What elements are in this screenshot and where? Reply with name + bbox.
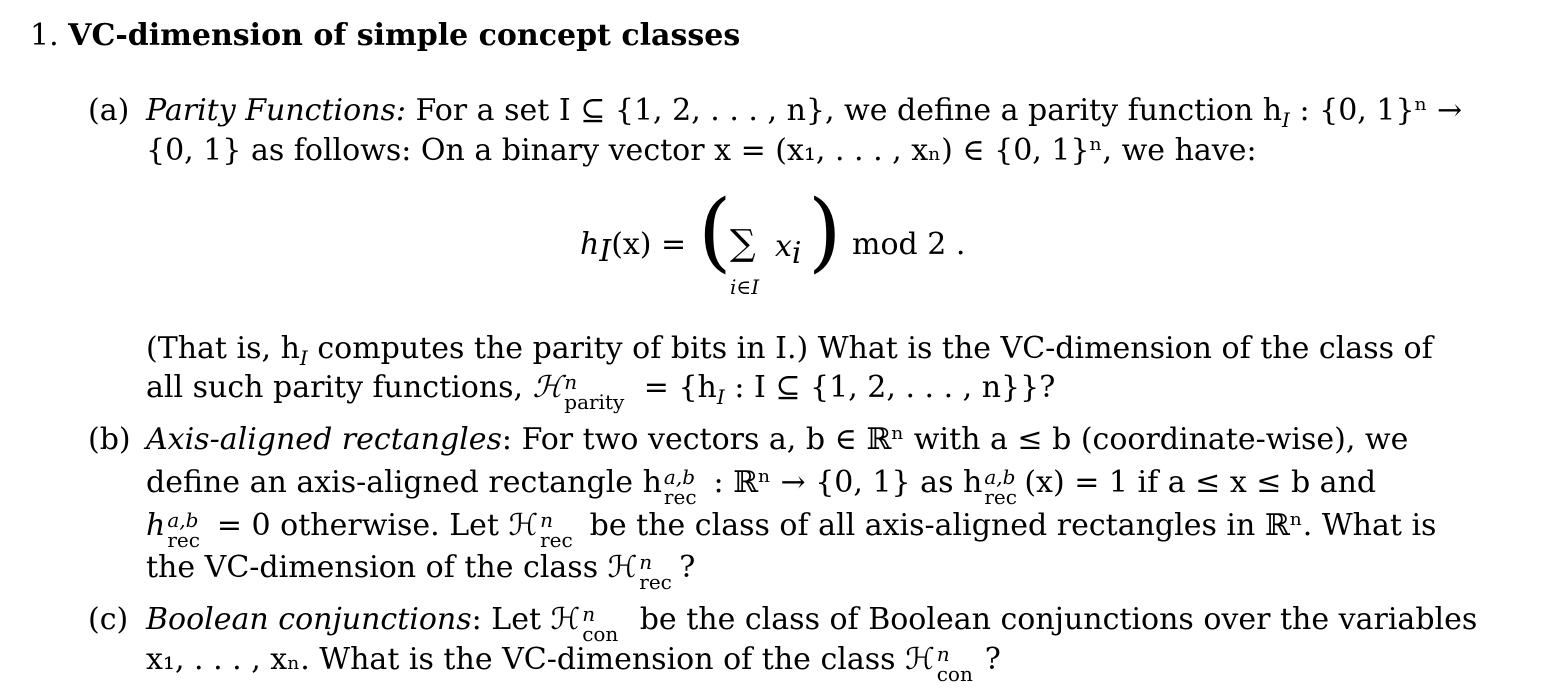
part-c-line-2 — [146, 642, 1001, 686]
part-c-line-1 — [146, 602, 1478, 646]
part-c-name: Boolean conjunctions — [146, 602, 472, 637]
part-b-text-3c: be the class of all axis-aligned rectangles in ℝⁿ. What is — [580, 508, 1437, 543]
part-a-line-1 — [146, 93, 1462, 138]
con-class-sub-2: con — [936, 662, 973, 686]
part-a-text-3-end: computes the parity of bits in I.) What is the VC-dimension of the class of — [307, 331, 1433, 366]
rect-sub-3: rec — [167, 528, 200, 552]
part-a-text-4-tail: : I ⊆ {1, 2, . . . , n}}? — [724, 370, 1056, 405]
part-b-text-2c: (x) = 1 if a ≤ x ≤ b and — [1024, 465, 1377, 500]
problem-number: 1. — [30, 18, 59, 53]
formula-lhs: hI(x) = — [580, 227, 687, 269]
formula-right-paren: ) — [808, 182, 842, 282]
parity-formula — [580, 182, 980, 305]
formula-sum-symbol: ∑ — [730, 223, 756, 264]
part-b-text-1: : For two vectors a, b ∈ ℝⁿ with a ≤ b (coordinate-wise), we — [501, 422, 1409, 457]
part-a-text-1-end: : {0, 1}ⁿ → — [1289, 93, 1463, 128]
rect-sup: a,b — [663, 465, 696, 489]
rect-sup-3: a,b — [167, 508, 199, 532]
part-b-line-4 — [146, 550, 696, 594]
part-a-line-4 — [146, 370, 1055, 415]
rect-class-sup: n — [540, 508, 553, 532]
part-b-text-2b: : ℝⁿ → {0, 1} as h — [703, 465, 983, 500]
part-c-text-1b: be the class of Boolean conjunctions over the variables — [630, 602, 1478, 637]
part-a-line-2: {0, 1} as follows: On a binary vector x = (x₁, . . . , xₙ) ∈ {0, 1}ⁿ, we have: — [146, 133, 1257, 168]
part-b-name: Axis-aligned rectangles — [146, 422, 502, 457]
part-b-text-4a: the VC-dimension of the class ℋ — [146, 550, 638, 585]
con-class-sub: con — [582, 622, 619, 646]
part-b-text-3a: h — [146, 508, 166, 543]
part-a-text-4-end: = {h — [634, 370, 717, 405]
part-a-sub-4: I — [716, 385, 725, 409]
rect-sub: rec — [663, 485, 697, 509]
part-a-label: (a) — [88, 93, 130, 128]
part-b-line-2 — [146, 465, 1377, 509]
part-c-text-2b: ? — [984, 642, 1001, 677]
con-class-sup: n — [582, 602, 596, 626]
rect-class-sub: rec — [540, 528, 573, 552]
part-a-name: Parity Functions: — [146, 93, 406, 128]
rect-class-sup-2: n — [639, 550, 653, 574]
part-c-text-1a: : Let ℋ — [471, 602, 581, 637]
rect-sub-2: rec — [984, 485, 1017, 509]
part-b-text-3b: = 0 otherwise. Let ℋ — [207, 508, 539, 543]
part-c-label: (c) — [88, 602, 129, 637]
parity-sub: parity — [564, 390, 625, 414]
part-c-text-2a: x₁, . . . , xₙ. What is the VC-dimension of the class ℋ — [146, 642, 935, 677]
parity-sup: n — [564, 370, 578, 394]
rect-class-sub-2: rec — [639, 570, 672, 594]
formula-sum-index: i∈I — [730, 275, 760, 299]
hypothesis-class-parity: ℋ — [532, 370, 563, 405]
con-class-sup-2: n — [936, 642, 950, 666]
problem-heading — [30, 18, 740, 54]
rect-sup-2: a,b — [984, 465, 1016, 489]
problem-title: VC-dimension of simple concept classes — [68, 18, 741, 53]
part-a-sub-3: I — [299, 346, 308, 370]
part-a-text-4: all such parity functions, — [146, 370, 533, 405]
part-b-line-1 — [146, 422, 1408, 458]
part-b-line-3 — [146, 508, 1437, 552]
formula-mod: mod 2 . — [852, 227, 966, 262]
part-a-sub-1: I — [1282, 108, 1290, 132]
part-b-text-2a: define an axis-aligned rectangle h — [146, 465, 662, 500]
part-a-text-3: (That is, h — [146, 331, 300, 366]
formula-term: xi — [775, 229, 802, 271]
formula-left-paren: ( — [698, 182, 732, 282]
part-a-text-1: For a set I ⊆ {1, 2, . . . , n}, we define a parity function h — [415, 93, 1283, 128]
part-b-text-4b: ? — [679, 550, 696, 585]
part-b-label: (b) — [88, 422, 131, 457]
